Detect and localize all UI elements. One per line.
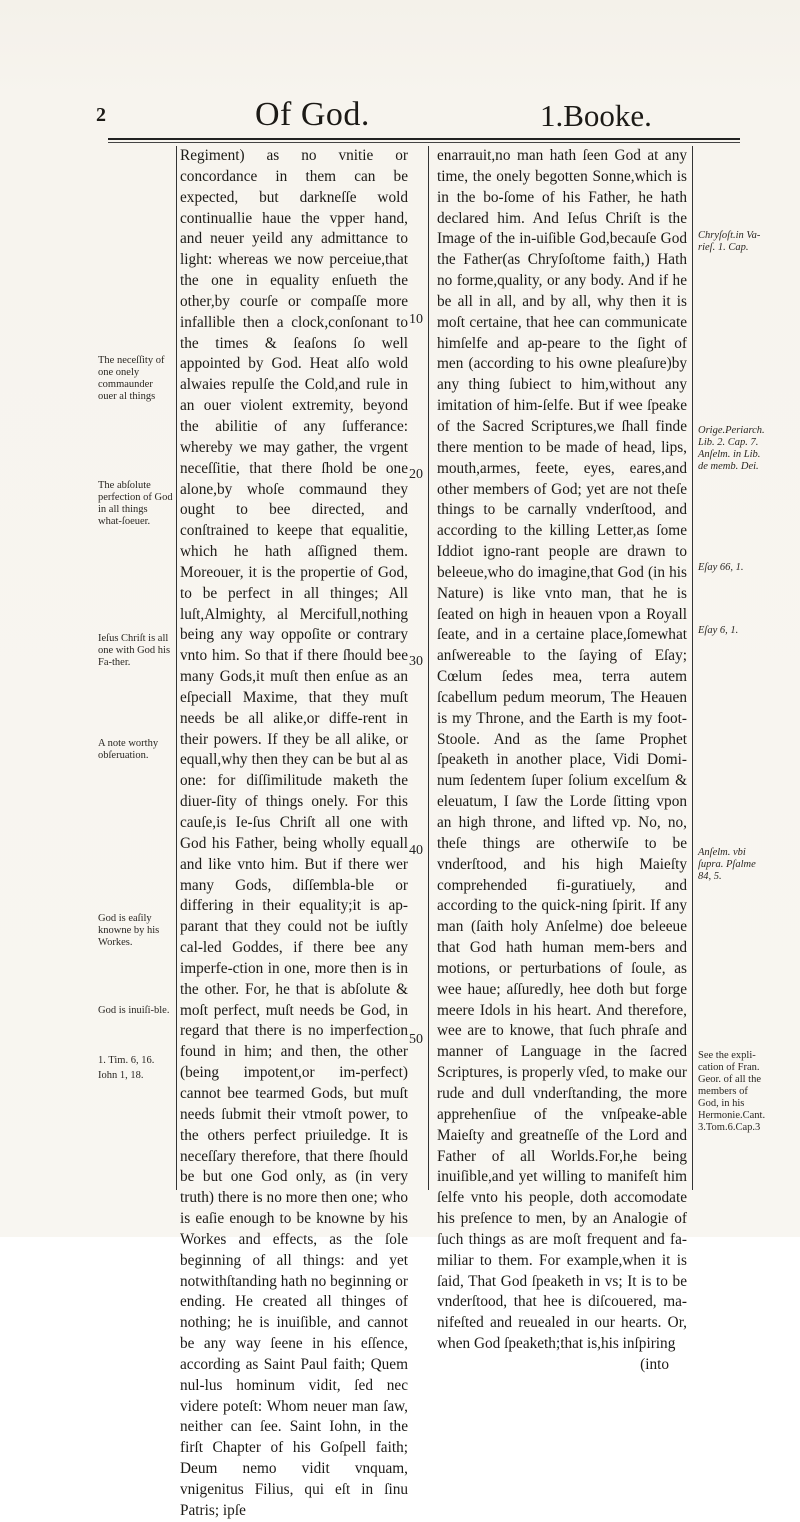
margin-note: Chryſoſt.in Va-rieſ. 1. Cap. <box>698 230 761 253</box>
line-number: 40 <box>409 843 423 858</box>
left-text-column <box>180 146 408 1522</box>
right-text-column <box>437 146 687 1376</box>
line-number: 20 <box>409 467 423 482</box>
catchword: (into <box>640 1355 669 1373</box>
line-number: 10 <box>409 312 423 327</box>
running-title: Of God. <box>255 96 370 133</box>
scripture-reference: Eſay 6, 1. <box>698 625 739 636</box>
scripture-reference: 1. Tim. 6, 16. <box>98 1055 155 1066</box>
page-number: 2 <box>96 104 106 126</box>
margin-note: See the expli-cation of Fran. Geor. of all the members of God, in his Hermonie.Cant. 3.Tom.6.Cap.3 <box>698 1050 766 1133</box>
margin-note: The abſolute perfection of God in all things what-ſoeuer. <box>98 480 173 527</box>
column-rule-middle <box>428 146 429 1190</box>
header-rule-thin <box>108 142 740 143</box>
margin-note: God is inuiſi-ble. <box>98 1005 170 1016</box>
column-rule-right <box>692 146 693 1190</box>
column-rule-left <box>176 146 177 1190</box>
margin-note: God is eaſily knowne by his Workes. <box>98 913 160 948</box>
line-number: 50 <box>409 1032 423 1047</box>
margin-note: The neceſſity of one onely commaunder ouer al things <box>98 355 165 402</box>
margin-note: Orige.Periarch. Lib. 2. Cap. 7. Anſelm. in Lib. de memb. Dei. <box>698 425 765 472</box>
margin-note: Ieſus Chriſt is all one with God his Fa-ther. <box>98 633 171 668</box>
line-number: 30 <box>409 654 423 669</box>
margin-note: A note worthy obſeruation. <box>98 738 159 761</box>
scripture-reference: Iohn 1, 18. <box>98 1070 144 1081</box>
right-column-text: enarrauit,no man hath ſeen God at any time, the onely begotten Sonne,which is in the bo-ſome of his Father, he hath declared him. And Ieſus Chriſt is the Image of the in-uiſible God,becauſe God the Father(as Chryſoſtome faith,) Hath no forme,quality, or any body. And if he be all in all, and by all, why then it is moſt certaine, that hee can communicate himſelfe and ap-peare to the ſight of men (according to his owne pleaſure)by any thing ſubiect to him,without any imitation of him-ſelfe. But if wee ſpeake of the Sacred Scriptures,we ſhall finde there mention to be made of head, lips, mouth,armes, feete, eyes, eares,and other members of God; yet are not theſe things to be carnally vnderſtood, and according to the killing Letter,as ſome Iddiot igno-rant people are drawn to beleeue,who do imagine,that God (in his Nature) is like vnto man, that he is ſeated on high in heauen vpon a Royall ſeate, and in a certaine place,ſomewhat anſwereable to the ſaying of Eſay; Cœlum ſedes mea, terra autem ſcabellum pedum meorum, The Heauen is my Throne, and the Earth is my foot-Stoole. And as the ſame Prophet ſpeaketh in another place, Vidi Domi-num ſedentem ſuper ſolium excelſum & eleuatum, I ſaw the Lorde ſitting vpon an high throne, and lifted vp. No, no, theſe things are otherwiſe to be vnderſtood, and his high Maieſty comprehended fi-guratiuely, and according to the quick-ning ſpirit. If any man (ſaith holy Anſelme) doe beleeue that God hath human mem-bers and motions, or perturbations of ſoule, as wee haue; aſſuredly, hee doth but forge meere Idols in his heart. And therefore, wee are to knowe, that ſuch phraſe and manner of Language in the ſacred Scriptures, is properly vſed, to make our rude and dull vnderſtanding, the more apprehenſiue of the vnſpeake-able Maieſty and greatneſſe of the Lord and Father of all Worlds.For,he being inuiſible,and yet willing to manifeſt him ſelfe vnto his people, doth accomodate his preſence to men, by an Analogie of ſuch things as are moſt frequent and fa-miliar to them. For example,when it is ſaid, That God ſpeaketh in vs; It is to be vnderſtood, that hee is diſcouered, ma-nifeſted and reuealed in our hearts. Or, when God ſpeaketh;that is,his inſpiring <box>437 147 687 1353</box>
left-column-text: Regiment) as no vnitie or concordance in them can be expected, but darkneſſe wold continuallie haue the vpper hand, and neuer yeild any admittance to light: whereas we now perceiue,that the one in equality enſueth the other,by courſe or compaſſe more infallible then a clock,conſonant to the times & ſeaſons ſo well appointed by God. Heat alſo wold alwaies repulſe the Cold,and rule in an ouer violent extremity, beyond the abilitie of any ſufferance: whereby we may gather, the vrgent neceſſitie, that there ſhold be one alone,by whoſe commaund they ought to bee directed, and conſtrained to keepe that equalitie, which he hath aſſigned them. Moreouer, it is the propertie of God, to be perfect in all thinges; All luſt,Almighty, al Mercifull,nothing being any way oppoſite or contrary vnto him. So that if there ſhould bee many Gods,it muſt then enſue as an eſpeciall Maxime, that they muſt needs be all alike,or diffe-rent in their powers. If they be all alike, or equall,why then they can be but al as one: for diſſimilitude maketh the diuer-ſity of things onely. For this cauſe,is Ie-ſus Chriſt all one with God his Father, being wholly equall and like vnto him. But if there wer many Gods, diſſembla-ble or differing in their equality;it is ap-parant that they could not be iuſtly cal-led Goddes, if there bee any imperfe-ction in one, more then is in the other. For, he that is abſolute & moſt perfect, muſt needs be God, in regard that there is no imperfection found in him; and then, the other (being impotent,or im-perfect) cannot bee tearmed Gods, but muſt needs ſubmit their vtmoſt power, to the others perfect priuiledge. It is neceſſary therefore, that there ſhould be but one God only, as (in very truth) there is no more then one; who is eaſie enough to be knowne by his Workes and effects, as the ſole beginning of all things: and yet notwithſtanding hath no beginning or ending. He created all thinges of nothing; he is inuiſible, and cannot be any way ſeene in his eſſence, according as Saint Paul faith; Quem nul-lus hominum vidit, ſed nec videre poteſt: Whom neuer man ſaw, neither can ſee. Saint Iohn, in the firſt Chapter of his Goſpell faith; Deum nemo vidit vnquam, vnigenitus Filius, qui eſt in ſinu Patris; ipſe <box>180 147 408 1519</box>
header-rule <box>108 138 740 140</box>
margin-note: Anſelm. vbi ſupra. Pſalme 84, 5. <box>698 847 756 882</box>
scripture-reference: Eſay 66, 1. <box>698 562 744 573</box>
book-label: 1.Booke. <box>540 98 652 133</box>
page-header <box>0 96 800 136</box>
